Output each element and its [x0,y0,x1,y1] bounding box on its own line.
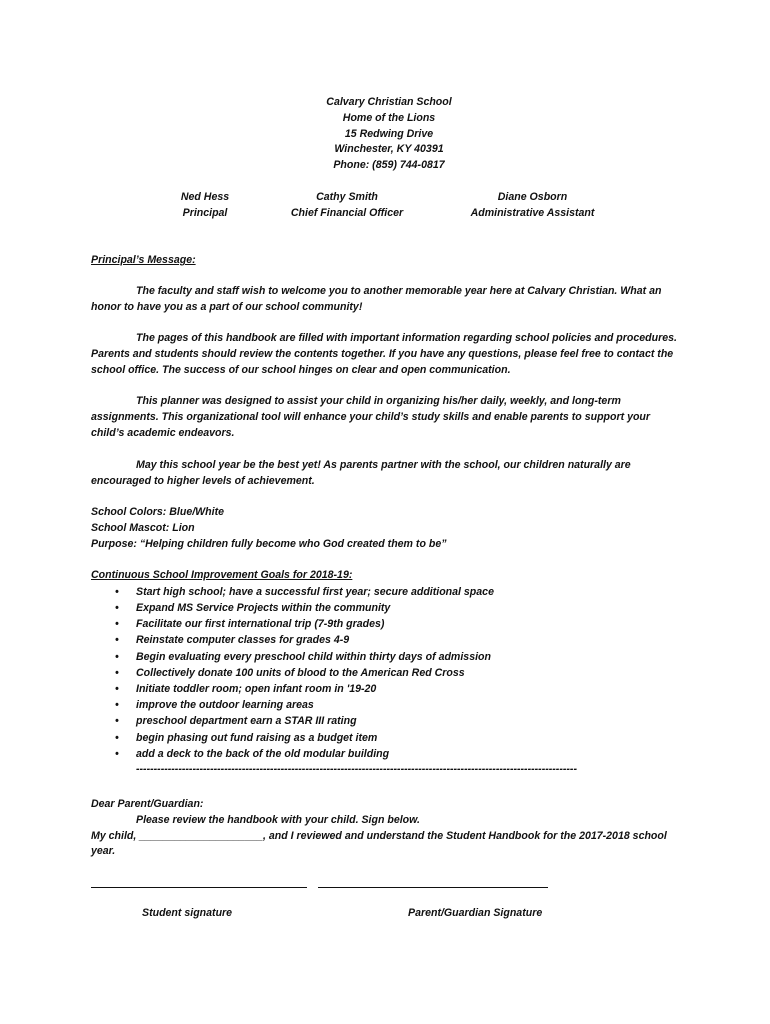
list-item: • Facilitate our first international trip (7-9th grades) [91,616,681,632]
list-item: • add a deck to the back of the old modular building [91,746,681,762]
staff-principal [160,190,250,222]
list-item: • Collectively donate 100 units of blood to the American Red Cross [91,665,681,681]
school-mascot: School Mascot: Lion [91,521,195,534]
school-header [0,95,770,174]
staff-title: Administrative Assistant [470,206,595,219]
goals-list [91,584,681,762]
staff-title: Chief Financial Officer [290,206,404,219]
list-item: • preschool department earn a STAR III rating [91,713,681,729]
message-paragraph: This planner was designed to assist your child in organizing his/her daily, weekly, and long-term assignments. This organizational tool will enhance your child’s study skills and enable parents to support your child’s academic endeavors. [91,395,651,439]
principal-message-heading [91,253,681,269]
list-item: • Begin evaluating every preschool child within thirty days of admission [91,649,681,665]
school-purpose: Purpose: “Helping children fully become who God created them to be” [91,537,447,550]
list-item: • Expand MS Service Projects within the community [91,600,681,616]
parent-signature-line[interactable] [318,877,548,888]
staff-admin-assistant [455,190,610,222]
form-instruction: Please review the handbook with your child. Sign below. [136,813,420,826]
form-salutation: Dear Parent/Guardian: [91,798,204,810]
improvement-goals [91,568,681,776]
student-signature-label: Student signature [142,907,233,919]
message-paragraph: The faculty and staff wish to welcome you to another memorable year here at Calvary Christian. What an honor to have you as a part of our school community! [91,285,662,313]
message-paragraph: The pages of this handbook are filled with important information regarding school policies and procedures. Parents and students should review the contents together. If you have any questions, please feel free to contact the school office. The success of our school hinges on clear and open communication. [91,332,677,376]
goals-heading: Continuous School Improvement Goals for 2018-19: [91,569,353,581]
staff-name: Diane Osborn [497,191,568,203]
message-heading: Principal’s Message: [91,254,196,266]
staff-cfo [272,190,422,222]
list-item: • improve the outdoor learning areas [91,697,681,713]
school-city-state-zip: Winchester, KY 40391 [334,143,444,156]
school-tagline: Home of the Lions [342,111,436,124]
list-item: • Initiate toddler room; open infant room in '19-20 [91,681,681,697]
form-statement: My child, _____________________, and I reviewed and understand the Student Handbook for the 2017-2018 school year. [91,829,667,858]
signature-form [91,797,681,860]
list-item: • Start high school; have a successful first year; secure additional space [91,584,681,600]
school-colors: School Colors: Blue/White [91,506,225,518]
staff-name: Ned Hess [180,191,230,203]
school-address: 15 Redwing Drive [344,127,434,140]
message-paragraph: May this school year be the best yet! As parents partner with the school, our children naturally are encouraged to higher levels of achievement. [91,459,631,487]
staff-name: Cathy Smith [316,191,378,203]
list-item: • Reinstate computer classes for grades 4-9 [91,632,681,648]
school-phone: Phone: (859) 744-0817 [333,159,445,172]
parent-signature-label: Parent/Guardian Signature [408,907,543,919]
list-item: • begin phasing out fund raising as a budget item [91,730,681,746]
cut-line-separator: ----------------------------------------------------------------------------------------------------------------------------- [136,763,577,776]
school-name: Calvary Christian School [326,96,452,108]
school-facts [91,505,681,552]
staff-title: Principal [182,206,228,219]
student-signature-line[interactable] [91,877,307,888]
